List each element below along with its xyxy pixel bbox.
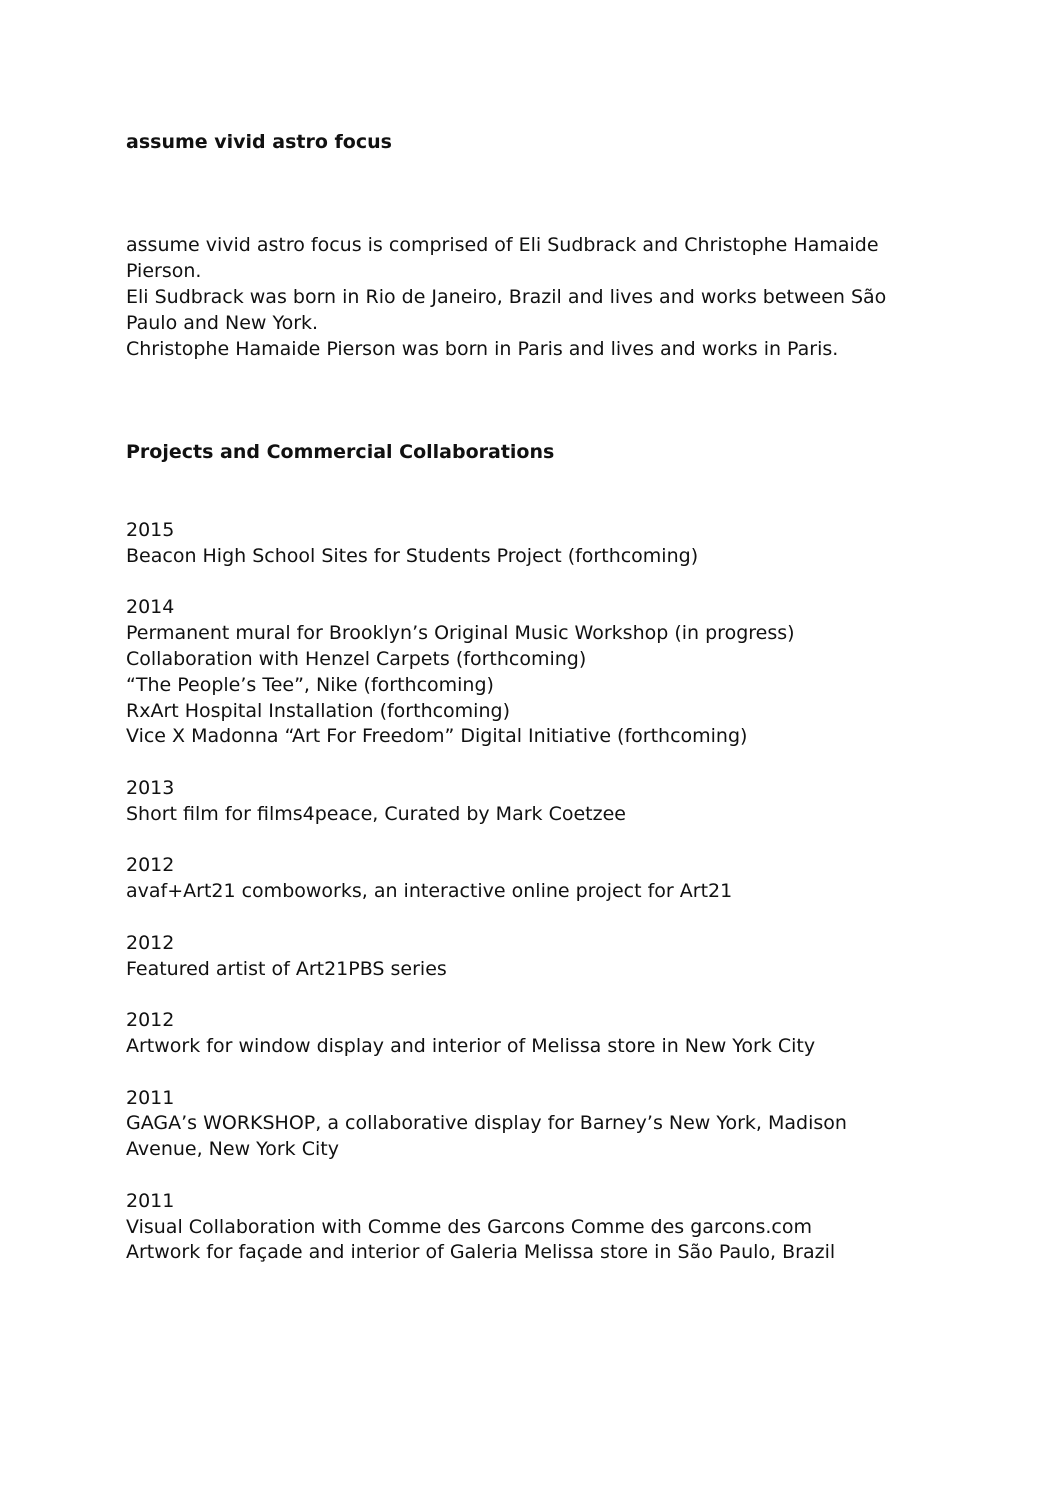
entry-item: “The People’s Tee”, Nike (forthcoming) bbox=[126, 673, 494, 696]
entry-year: 2012 bbox=[126, 931, 175, 954]
project-entry bbox=[126, 853, 926, 905]
entry-item: Permanent mural for Brooklyn’s Original Music Workshop (in progress) bbox=[126, 622, 795, 645]
intro-paragraph bbox=[126, 232, 926, 362]
entry-item: Artwork for window display and interior of Melissa store in New York City bbox=[126, 1034, 816, 1057]
entry-item: Beacon High School Sites for Students Project (forthcoming) bbox=[126, 544, 699, 567]
entry-year: 2013 bbox=[126, 776, 175, 799]
entry-item: GAGA’s WORKSHOP, a collaborative display for Barney’s New York, Madison Avenue, New York City bbox=[126, 1112, 847, 1161]
project-entry bbox=[126, 1008, 926, 1060]
entry-item: RxArt Hospital Installation (forthcoming) bbox=[126, 699, 510, 722]
project-entry bbox=[126, 931, 926, 983]
entry-year: 2014 bbox=[126, 596, 175, 619]
entry-year: 2015 bbox=[126, 519, 175, 541]
entry-item: Featured artist of Art21PBS series bbox=[126, 957, 447, 980]
intro-line: Christophe Hamaide Pierson was born in Paris and lives and works in Paris. bbox=[126, 338, 839, 360]
projects-list bbox=[126, 518, 926, 1292]
project-entry bbox=[126, 1086, 926, 1163]
entry-year: 2012 bbox=[126, 1009, 175, 1032]
entry-year: 2012 bbox=[126, 854, 175, 877]
entry-item: Artwork for façade and interior of Galeria Melissa store in São Paulo, Brazil bbox=[126, 1241, 836, 1264]
entry-year: 2011 bbox=[126, 1189, 175, 1212]
project-entry bbox=[126, 1189, 926, 1266]
document-page bbox=[126, 0, 926, 1497]
entry-item: Vice X Madonna “Art For Freedom” Digital Initiative (forthcoming) bbox=[126, 725, 748, 748]
section-heading: Projects and Commercial Collaborations bbox=[126, 441, 555, 463]
project-entry bbox=[126, 518, 926, 570]
entry-item: Short film for films4peace, Curated by Mark Coetzee bbox=[126, 802, 626, 825]
entry-item: avaf+Art21 comboworks, an interactive online project for Art21 bbox=[126, 880, 733, 903]
intro-line: assume vivid astro focus is comprised of Eli Sudbrack and Christophe Hamaide Pierson. bbox=[126, 234, 879, 282]
project-entry bbox=[126, 595, 926, 750]
entry-item: Collaboration with Henzel Carpets (forthcoming) bbox=[126, 647, 587, 670]
intro-line: Eli Sudbrack was born in Rio de Janeiro, Brazil and lives and works between São Paulo and New York. bbox=[126, 286, 887, 334]
entry-item: Visual Collaboration with Comme des Garcons Comme des garcons.com bbox=[126, 1215, 812, 1238]
entry-year: 2011 bbox=[126, 1086, 175, 1109]
document-title: assume vivid astro focus bbox=[126, 131, 392, 153]
project-entry bbox=[126, 776, 926, 828]
